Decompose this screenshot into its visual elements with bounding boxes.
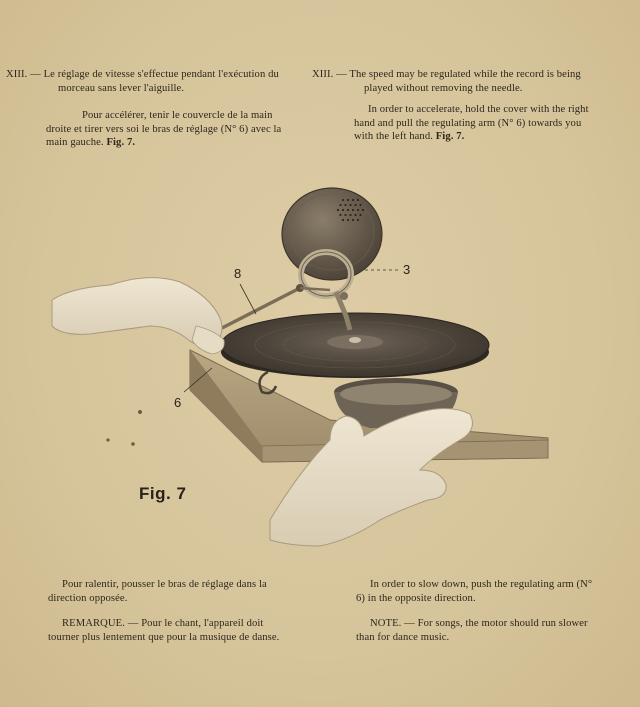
french-bottom-column (48, 578, 290, 644)
label-soundbox-number: 3 (403, 262, 411, 277)
french-remark (48, 617, 290, 644)
french-section-label: XIII. — (6, 69, 41, 80)
figure-caption: Fig. 7 (139, 484, 187, 503)
french-remark-label: REMARQUE. (62, 618, 125, 630)
english-section-label: XIII. — (312, 69, 347, 80)
english-section-text: The speed may be regulated while the record is being played without removing the needle. (349, 69, 581, 94)
english-note-text: — For songs, the motor should run slower than for dance music. (356, 618, 588, 643)
paper-marks (106, 410, 142, 446)
label-arm-number: 8 (234, 266, 242, 281)
french-section-text: Le réglage de vitesse s'effectue pendant l'exécution du morceau sans lever l'aiguille. (43, 69, 279, 94)
french-slow-down: Pour ralentir, pousser le bras de réglage dans la direction opposée. (48, 579, 267, 604)
english-fig-reference: Fig. 7. (435, 131, 465, 143)
english-accelerate-text: In order to accelerate, hold the cover with the right hand and pull the regulating arm (N° 6) towards you with the left hand. (354, 104, 589, 143)
french-fig-reference: Fig. 7. (106, 137, 136, 149)
english-slow-down: In order to slow down, push the regulating arm (N° 6) in the opposite direction. (356, 579, 593, 604)
record-disc (221, 313, 489, 378)
english-note-label: NOTE. (370, 618, 402, 630)
english-bottom-column (356, 578, 602, 644)
french-remark-text: — Pour le chant, l'appareil doit tourner plus lentement que pour la musique de danse. (48, 618, 280, 643)
label-regulator-number: 6 (174, 395, 182, 410)
english-note (356, 617, 602, 644)
left-hand (52, 278, 224, 354)
french-accelerate-text: Pour accélérer, tenir le couvercle de la main droite et tirer vers soi le bras de réglage (N° 6) avec la main gauche. (46, 110, 282, 149)
soundbox (282, 188, 382, 280)
